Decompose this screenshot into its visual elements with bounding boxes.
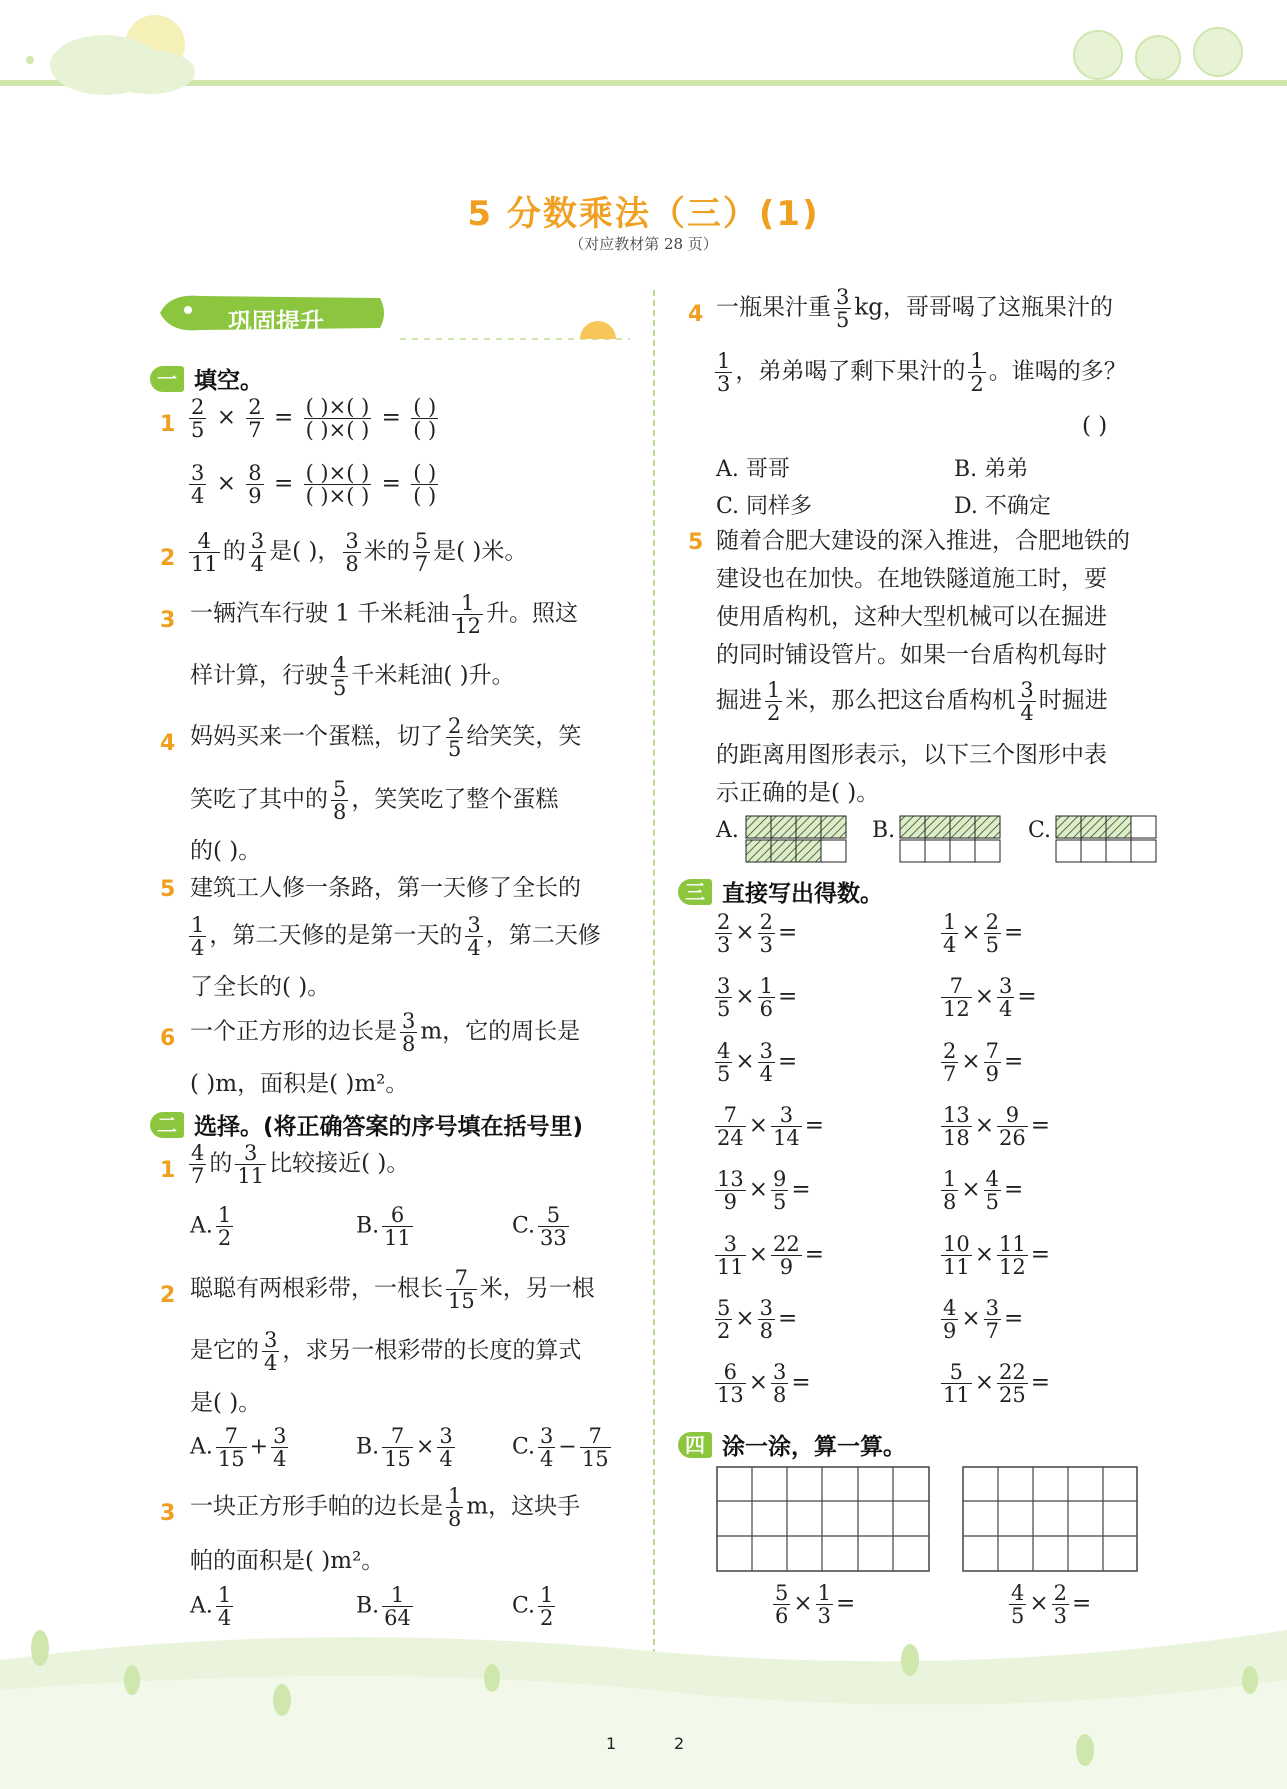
header-decoration: [0, 0, 1287, 110]
animal-friends-icon: [1074, 28, 1242, 80]
page-subtitle: （对应教材第 28 页）: [569, 235, 718, 253]
section-3-heading: [678, 875, 883, 908]
oral-problem: $\frac{3}{11}$ × $\frac{22}{9}$ =: [717, 1231, 825, 1279]
option-b[interactable]: B. 弟弟: [954, 457, 1029, 482]
c3-line-1: 一块正方形手帕的边长是 $\frac{1}{8}$ m，这块手: [190, 1484, 581, 1532]
c5-line-7: 示正确的是( )。: [716, 780, 880, 806]
c4-line-1: 一瓶果汁重 $\frac{3}{5}$ kg，哥哥喝了这瓶果汁的: [716, 285, 1114, 333]
q1-expression-2: $\frac{3}{4}$ × $\frac{8}{9}$ = $\frac{( )\times( )}{( )\times( )}$ = $\frac{( )}{( )}$: [191, 461, 437, 509]
option-b[interactable]: B.: [872, 818, 896, 843]
section-title: 直接写出得数。: [722, 881, 883, 907]
column-divider: [653, 290, 655, 1655]
q5-line-2: $\frac{1}{4}$ ，第二天修的是第一天的 $\frac{3}{4}$ ，第二天修: [191, 913, 601, 961]
option-b[interactable]: B. $\frac{7}{15}$ × $\frac{3}{4}$: [356, 1424, 453, 1472]
question-number: 3: [160, 608, 176, 633]
c4-line-2: $\frac{1}{3}$ ，弟弟喝了剩下果汁的 $\frac{1}{2}$ 。谁喝的多？: [717, 349, 1127, 397]
q2-text: $\frac{4}{11}$ 的 $\frac{3}{4}$ 是( )， $\frac{3}{8}$ 米的 $\frac{5}{7}$ 是( )米。: [191, 529, 528, 577]
paint-expression-left: $\frac{5}{6}$ × $\frac{1}{3}$ =: [775, 1581, 856, 1629]
paint-grid-left[interactable]: [716, 1466, 930, 1572]
option-a[interactable]: A. $\frac{1}{2}$: [190, 1203, 232, 1251]
option-c[interactable]: C. $\frac{3}{4}$ − $\frac{7}{15}$: [512, 1424, 609, 1472]
option-c-figure[interactable]: [1054, 814, 1158, 864]
question-number: 6: [160, 1026, 176, 1051]
oral-problem: $\frac{4}{9}$ × $\frac{3}{7}$ =: [943, 1295, 1024, 1343]
oral-problem: $\frac{2}{3}$ × $\frac{2}{3}$ =: [717, 910, 798, 958]
q3-line-2: 样计算，行驶 $\frac{4}{5}$ 千米耗油( )升。: [190, 653, 515, 701]
page-number-left: 1: [606, 1734, 617, 1753]
oral-problem: $\frac{3}{5}$ × $\frac{1}{6}$ =: [717, 974, 798, 1022]
q4-line-2: 笑吃了其中的 $\frac{5}{8}$ ，笑笑吃了整个蛋糕: [190, 777, 559, 825]
paint-expression-right: $\frac{4}{5}$ × $\frac{2}{3}$ =: [1011, 1581, 1092, 1629]
oral-problem: $\frac{2}{7}$ × $\frac{7}{9}$ =: [943, 1038, 1024, 1086]
question-number: 2: [160, 1283, 176, 1308]
c1-text: $\frac{4}{7}$ 的 $\frac{3}{11}$ 比较接近( )。: [191, 1141, 410, 1189]
section-title: 选择。(将正确答案的序号填在括号里): [194, 1114, 584, 1140]
option-b-figure[interactable]: [898, 814, 1002, 864]
oral-problem: $\frac{13}{9}$ × $\frac{9}{5}$ =: [717, 1167, 811, 1215]
q4-line-3: 的( )。: [190, 838, 262, 864]
c5-line-5: 掘进 $\frac{1}{2}$ 米，那么把这台盾构机 $\frac{3}{4}$ 时掘进: [716, 678, 1108, 726]
question-number: 4: [160, 731, 176, 756]
option-a[interactable]: A. $\frac{7}{15}$ + $\frac{3}{4}$: [190, 1424, 287, 1472]
oral-problem: $\frac{7}{12}$ × $\frac{3}{4}$ =: [943, 974, 1037, 1022]
c5-line-4: 的同时铺设管片。如果一台盾构机每时: [716, 642, 1107, 668]
oral-problem: $\frac{6}{13}$ × $\frac{3}{8}$ =: [717, 1360, 811, 1408]
option-c[interactable]: C. 同样多: [716, 494, 813, 519]
section-title: 涂一涂，算一算。: [722, 1434, 906, 1460]
c2-line-1: 聪聪有两根彩带，一根长 $\frac{7}{15}$ 米，另一根: [190, 1266, 595, 1314]
banner-label: 巩固提升: [228, 308, 324, 336]
question-number: 4: [688, 302, 704, 327]
option-a-figure[interactable]: [744, 814, 848, 864]
c5-line-1: 随着合肥大建设的深入推进，合肥地铁的: [716, 528, 1130, 554]
q5-line-3: 了全长的( )。: [190, 974, 331, 1000]
c5-line-6: 的距离用图形表示，以下三个图形中表: [716, 742, 1107, 768]
section-badge: 四: [678, 1432, 712, 1458]
option-c[interactable]: C.: [1028, 818, 1052, 843]
q5-line-1: 建筑工人修一条路，第一天修了全长的: [190, 875, 581, 901]
q6-line-2: ( )m，面积是( )m²。: [190, 1071, 409, 1097]
option-b[interactable]: B. $\frac{6}{11}$: [356, 1203, 411, 1251]
q6-line-1: 一个正方形的边长是 $\frac{3}{8}$ m，它的周长是: [190, 1009, 581, 1057]
section-badge: 三: [678, 879, 712, 905]
c5-line-2: 建设也在加快。在地铁隧道施工时，要: [716, 566, 1107, 592]
section-4-heading: [678, 1428, 906, 1461]
footer-hills-decoration: [0, 1600, 1287, 1789]
oral-problem: $\frac{7}{24}$ × $\frac{3}{14}$ =: [717, 1102, 825, 1150]
question-number: 5: [160, 877, 176, 902]
option-b[interactable]: B. $\frac{1}{64}$: [356, 1583, 411, 1631]
oral-problem: $\frac{13}{18}$ × $\frac{9}{26}$ =: [943, 1102, 1051, 1150]
answer-blank[interactable]: ( ): [1082, 413, 1108, 439]
oral-problem: $\frac{4}{5}$ × $\frac{3}{4}$ =: [717, 1038, 798, 1086]
oral-problem: $\frac{1}{8}$ × $\frac{4}{5}$ =: [943, 1167, 1024, 1215]
oral-problem: $\frac{5}{11}$ × $\frac{22}{25}$ =: [943, 1360, 1051, 1408]
sunrise-icon: [400, 304, 630, 344]
option-d[interactable]: D. 不确定: [954, 494, 1051, 519]
question-number: 3: [160, 1501, 176, 1526]
oral-problem: $\frac{5}{2}$ × $\frac{3}{8}$ =: [717, 1295, 798, 1343]
section-badge: 一: [150, 366, 184, 392]
option-a[interactable]: A.: [716, 818, 739, 843]
c5-line-3: 使用盾构机，这种大型机械可以在掘进: [716, 604, 1107, 630]
q3-line-1: 一辆汽车行驶 1 千米耗油 $\frac{1}{12}$ 升。照这: [190, 591, 578, 639]
section-1-heading: [150, 362, 263, 395]
c3-line-2: 帕的面积是( )m²。: [190, 1548, 385, 1574]
section-2-heading: [150, 1108, 583, 1141]
q4-line-1: 妈妈买来一个蛋糕，切了 $\frac{2}{5}$ 给笑笑，笑: [190, 714, 582, 762]
page-number-right: 2: [674, 1734, 685, 1753]
question-number: 5: [688, 530, 704, 555]
question-number: 2: [160, 546, 176, 571]
section-badge: 二: [150, 1112, 184, 1138]
section-title: 填空。: [194, 368, 263, 394]
c2-line-2: 是它的 $\frac{3}{4}$ ，求另一根彩带的长度的算式: [190, 1328, 582, 1376]
oral-problem: $\frac{10}{11}$ × $\frac{11}{12}$ =: [943, 1231, 1051, 1279]
c2-line-3: 是( )。: [190, 1390, 262, 1416]
question-number: 1: [160, 1158, 176, 1183]
oral-problem: $\frac{1}{4}$ × $\frac{2}{5}$ =: [943, 910, 1024, 958]
paint-grid-right[interactable]: [962, 1466, 1138, 1572]
question-number: 1: [160, 412, 176, 437]
option-c[interactable]: C. $\frac{5}{33}$: [512, 1203, 567, 1251]
q1-expression-1: $\frac{2}{5}$ × $\frac{2}{7}$ = $\frac{( )\times( )}{( )\times( )}$ = $\frac{( )}{( )}$: [191, 395, 437, 443]
option-a[interactable]: A. 哥哥: [716, 457, 790, 482]
page-title: 5 分数乘法（三）(1): [467, 194, 820, 234]
option-a[interactable]: A. $\frac{1}{4}$: [190, 1583, 232, 1631]
option-c[interactable]: C. $\frac{1}{2}$: [512, 1583, 554, 1631]
